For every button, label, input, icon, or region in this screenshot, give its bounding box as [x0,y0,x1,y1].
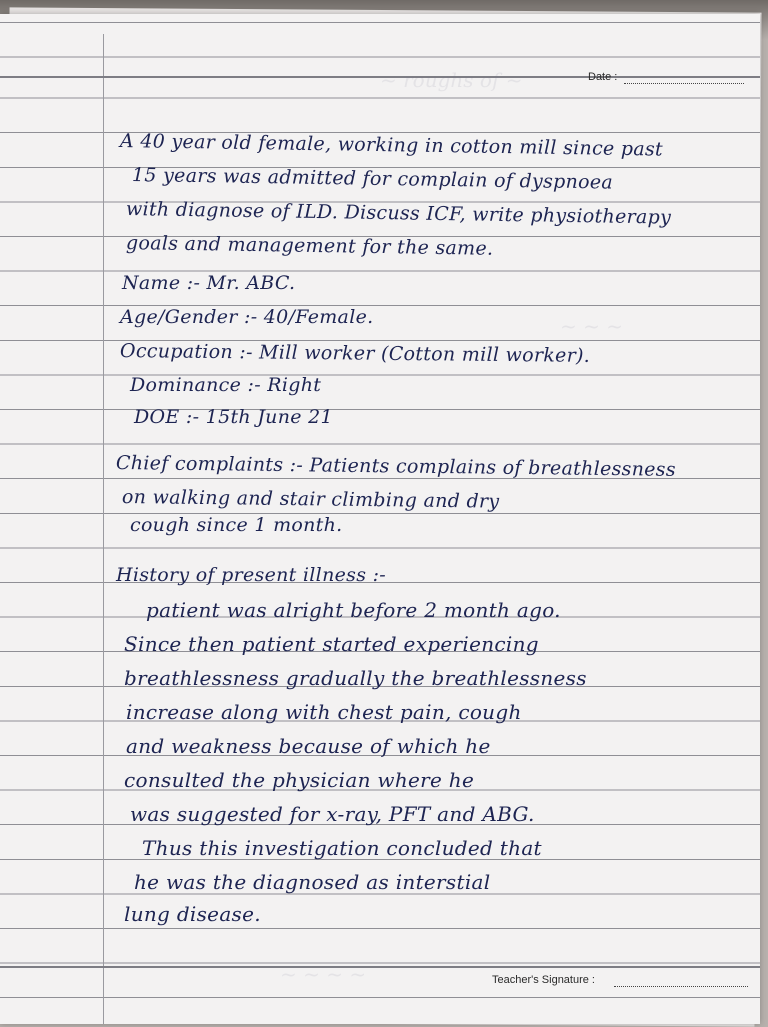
chief-complaints-line: on walking and stair climbing and dry [121,486,500,513]
footer-rule [0,966,760,968]
history-line: consulted the physician where he [124,768,475,792]
patient-doe: DOE :- 15th June 21 [134,406,333,428]
history-line: lung disease. [124,902,261,926]
history-line: patient was alright before 2 month ago. [146,598,561,622]
teacher-signature-label: Teacher's Signature : [492,974,595,986]
history-line: Thus this investigation concluded that [142,836,542,860]
history-line: Since then patient started experiencing [124,632,539,656]
history-line: he was the diagnosed as interstial [134,870,491,894]
chief-complaints-line: Chief complaints :- Patients complains of breathlessness [115,452,676,481]
question-line: 15 years was admitted for complain of dyspnoea [131,164,614,194]
chief-complaints-line: cough since 1 month. [130,514,343,536]
show-through-text: ~ ~ ~ [560,314,623,338]
teacher-signature-field [614,986,748,987]
history-line: breathlessness gradually the breathlessness [124,666,587,690]
history-line: increase along with chest pain, cough [126,700,522,724]
question-line: A 40 year old female, working in cotton mill since past [119,130,664,161]
history-line: and weakness because of which he [126,734,491,758]
notebook-page [0,14,760,1024]
date-field [624,83,744,84]
history-heading: History of present illness :- [116,564,387,586]
patient-name: Name :- Mr. ABC. [122,272,296,294]
margin-line [103,34,104,1024]
show-through-text: ~ ~ ~ ~ [280,962,367,986]
question-line: goals and management for the same. [125,232,494,260]
date-label: Date : [588,71,618,83]
patient-occupation: Occupation :- Mill worker (Cotton mill worker). [119,340,591,367]
patient-age-gender: Age/Gender :- 40/Female. [120,306,374,328]
show-through-text: ~ roughs of ~ [380,68,523,92]
patient-dominance: Dominance :- Right [130,374,322,396]
history-line: was suggested for x-ray, PFT and ABG. [130,802,535,826]
question-line: with diagnose of ILD. Discuss ICF, write physiotherapy [125,198,672,229]
